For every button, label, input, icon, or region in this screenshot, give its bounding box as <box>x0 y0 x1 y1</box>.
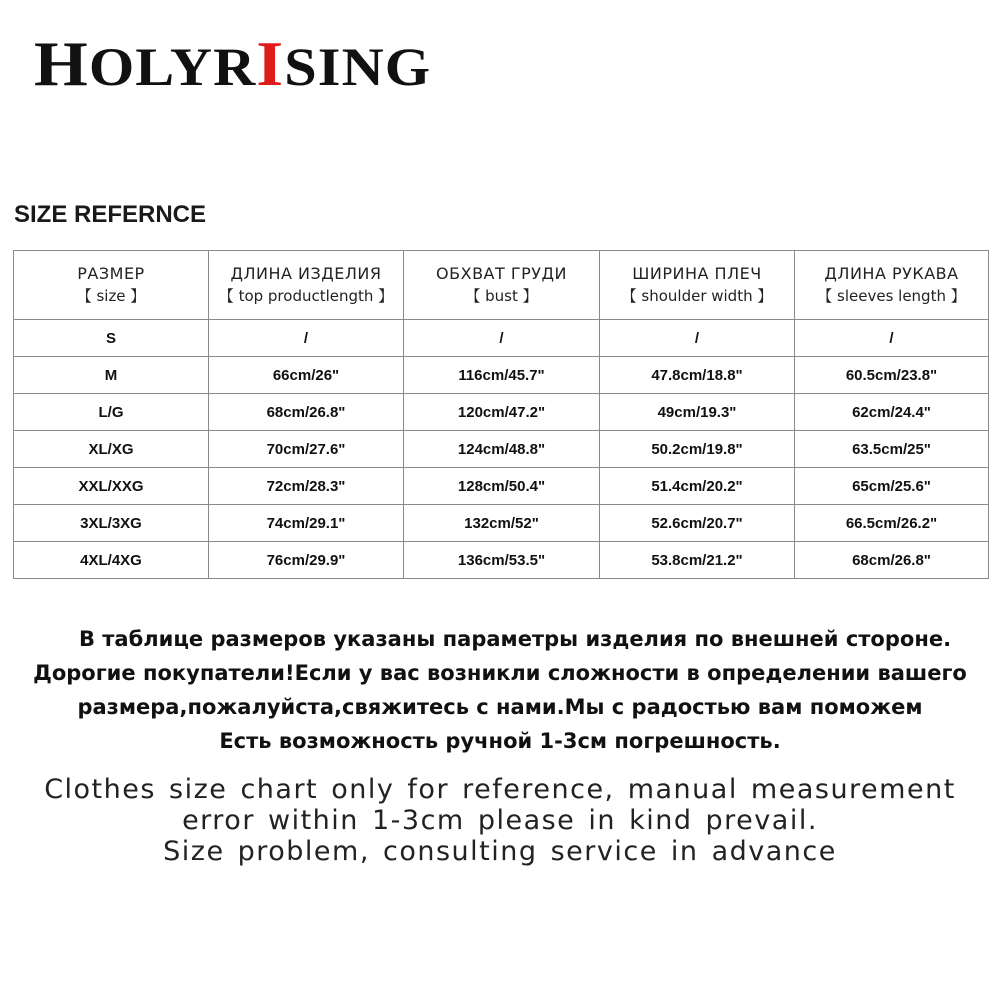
english-note-line: error within 1-3cm please in kind prevail. <box>182 805 818 836</box>
header-sleeve <box>795 251 989 320</box>
brand-logo <box>34 28 432 99</box>
page-heading: SIZE REFERNCE <box>14 201 207 228</box>
header-label-ru: ДЛИНА РУКАВА <box>824 264 959 283</box>
russian-note-line: Дорогие покупатели!Если у вас возникли сложности в определении вашего <box>33 661 967 685</box>
header-label-en: 【 sleeves length 】 <box>817 287 966 305</box>
size-table <box>13 250 989 579</box>
header-length <box>209 251 404 320</box>
header-label-ru: РАЗМЕР <box>77 264 145 283</box>
table-cell: 70cm/27.6" <box>209 431 404 468</box>
english-notes <box>0 774 1000 867</box>
header-label-ru: ДЛИНА ИЗДЕЛИЯ <box>230 264 382 283</box>
russian-note-line: Есть возможность ручной 1-3см погрешность. <box>219 729 781 753</box>
table-cell: 62cm/24.4" <box>795 394 989 431</box>
header-bust <box>404 251 600 320</box>
table-cell: 51.4cm/20.2" <box>600 468 795 505</box>
russian-note-line: размера,пожалуйста,свяжитесь с нами.Мы с радостью вам поможем <box>77 695 923 719</box>
header-label-en: 【 size 】 <box>76 287 146 305</box>
table-cell: 74cm/29.1" <box>209 505 404 542</box>
header-label-ru: ОБХВАТ ГРУДИ <box>436 264 567 283</box>
table-row <box>14 394 989 431</box>
header-shoulder <box>600 251 795 320</box>
logo-letters-sing: SING <box>284 37 432 97</box>
header-label-en: 【 bust 】 <box>465 287 538 305</box>
logo-letters-olyr: OLYR <box>88 37 257 97</box>
table-cell: 72cm/28.3" <box>209 468 404 505</box>
table-cell: 76cm/29.9" <box>209 542 404 579</box>
table-cell: S <box>14 320 209 357</box>
table-cell: / <box>795 320 989 357</box>
table-cell: 136cm/53.5" <box>404 542 600 579</box>
table-cell: 63.5cm/25" <box>795 431 989 468</box>
table-cell: 66cm/26" <box>209 357 404 394</box>
table-cell: 120cm/47.2" <box>404 394 600 431</box>
table-cell: 47.8cm/18.8" <box>600 357 795 394</box>
table-row <box>14 542 989 579</box>
logo-letter-i: I <box>256 28 285 99</box>
table-cell: 116cm/45.7" <box>404 357 600 394</box>
table-row <box>14 320 989 357</box>
table-cell: 68cm/26.8" <box>795 542 989 579</box>
table-cell: 52.6cm/20.7" <box>600 505 795 542</box>
table-cell: 124cm/48.8" <box>404 431 600 468</box>
table-cell: / <box>404 320 600 357</box>
table-cell: 49cm/19.3" <box>600 394 795 431</box>
header-label-en: 【 shoulder width 】 <box>621 287 773 305</box>
table-header-row <box>14 251 989 320</box>
table-cell: L/G <box>14 394 209 431</box>
header-label-en: 【 top productlength 】 <box>218 287 394 305</box>
header-size <box>14 251 209 320</box>
english-note-line: Size problem, consulting service in advance <box>163 836 837 867</box>
table-row <box>14 468 989 505</box>
table-cell: 60.5cm/23.8" <box>795 357 989 394</box>
table-cell: 68cm/26.8" <box>209 394 404 431</box>
table-cell: 128cm/50.4" <box>404 468 600 505</box>
table-row <box>14 431 989 468</box>
russian-notes <box>0 622 1000 758</box>
table-cell: / <box>209 320 404 357</box>
english-note-line: Clothes size chart only for reference, manual measurement <box>44 774 956 805</box>
table-row <box>14 505 989 542</box>
table-cell: 53.8cm/21.2" <box>600 542 795 579</box>
table-cell: 4XL/4XG <box>14 542 209 579</box>
russian-note-line: В таблице размеров указаны параметры изделия по внешней стороне. <box>78 627 952 651</box>
table-cell: 65cm/25.6" <box>795 468 989 505</box>
table-cell: M <box>14 357 209 394</box>
table-cell: 132cm/52" <box>404 505 600 542</box>
table-cell: 66.5cm/26.2" <box>795 505 989 542</box>
logo-letter-h: H <box>34 28 89 99</box>
table-cell: XXL/XXG <box>14 468 209 505</box>
table-cell: 50.2cm/19.8" <box>600 431 795 468</box>
header-label-ru: ШИРИНА ПЛЕЧ <box>632 264 762 283</box>
table-cell: / <box>600 320 795 357</box>
table-cell: 3XL/3XG <box>14 505 209 542</box>
table-row <box>14 357 989 394</box>
table-cell: XL/XG <box>14 431 209 468</box>
